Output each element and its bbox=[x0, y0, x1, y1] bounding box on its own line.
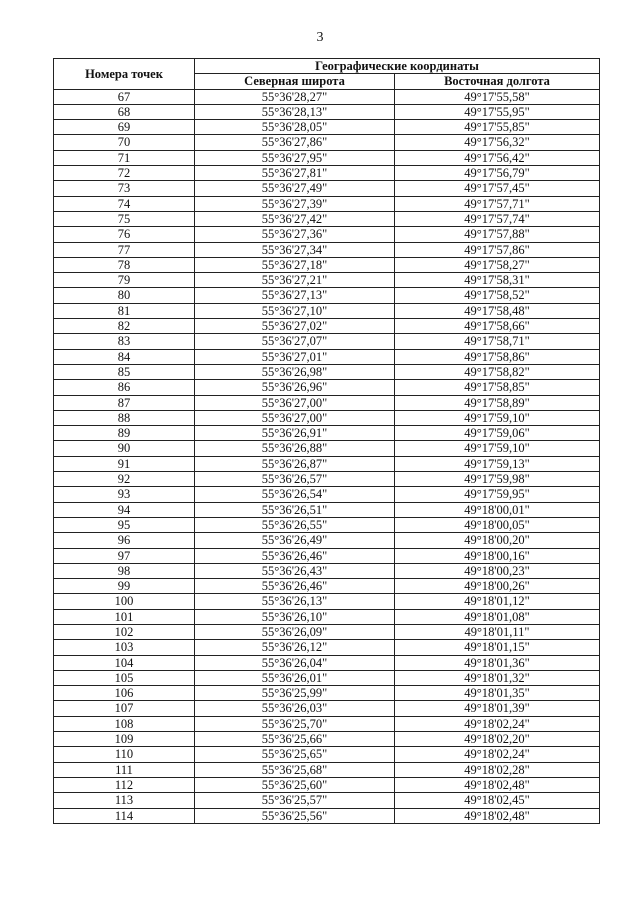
point-number-cell: 72 bbox=[54, 166, 195, 181]
longitude-cell: 49°17'58,82" bbox=[395, 364, 600, 379]
table-row bbox=[54, 288, 600, 303]
latitude-cell: 55°36'26,03" bbox=[195, 701, 395, 716]
longitude-cell: 49°17'58,86" bbox=[395, 349, 600, 364]
longitude-cell: 49°17'57,71" bbox=[395, 196, 600, 211]
table-row bbox=[54, 104, 600, 119]
longitude-cell: 49°18'02,28" bbox=[395, 762, 600, 777]
point-number-cell: 89 bbox=[54, 426, 195, 441]
latitude-cell: 55°36'26,49" bbox=[195, 533, 395, 548]
table-row bbox=[54, 135, 600, 150]
point-number-cell: 83 bbox=[54, 334, 195, 349]
longitude-cell: 49°18'01,35" bbox=[395, 686, 600, 701]
table-row bbox=[54, 273, 600, 288]
table-row bbox=[54, 456, 600, 471]
header-point-numbers: Номера точек bbox=[54, 59, 195, 90]
latitude-cell: 55°36'26,46" bbox=[195, 579, 395, 594]
table-row bbox=[54, 380, 600, 395]
longitude-cell: 49°17'55,58" bbox=[395, 89, 600, 104]
longitude-cell: 49°18'01,32" bbox=[395, 670, 600, 685]
longitude-cell: 49°18'00,01" bbox=[395, 502, 600, 517]
table-row bbox=[54, 517, 600, 532]
point-number-cell: 107 bbox=[54, 701, 195, 716]
table-row bbox=[54, 533, 600, 548]
latitude-cell: 55°36'27,81" bbox=[195, 166, 395, 181]
table-row bbox=[54, 502, 600, 517]
header-north-latitude: Северная широта bbox=[195, 74, 395, 89]
point-number-cell: 74 bbox=[54, 196, 195, 211]
latitude-cell: 55°36'28,13" bbox=[195, 104, 395, 119]
point-number-cell: 90 bbox=[54, 441, 195, 456]
latitude-cell: 55°36'26,87" bbox=[195, 456, 395, 471]
longitude-cell: 49°17'59,98" bbox=[395, 472, 600, 487]
table-row bbox=[54, 227, 600, 242]
point-number-cell: 78 bbox=[54, 257, 195, 272]
latitude-cell: 55°36'25,99" bbox=[195, 686, 395, 701]
longitude-cell: 49°17'57,74" bbox=[395, 211, 600, 226]
latitude-cell: 55°36'25,68" bbox=[195, 762, 395, 777]
longitude-cell: 49°17'55,95" bbox=[395, 104, 600, 119]
longitude-cell: 49°17'58,66" bbox=[395, 319, 600, 334]
latitude-cell: 55°36'25,56" bbox=[195, 808, 395, 823]
table-row bbox=[54, 640, 600, 655]
latitude-cell: 55°36'25,65" bbox=[195, 747, 395, 762]
longitude-cell: 49°17'58,85" bbox=[395, 380, 600, 395]
longitude-cell: 49°18'02,48" bbox=[395, 777, 600, 792]
latitude-cell: 55°36'28,27" bbox=[195, 89, 395, 104]
point-number-cell: 92 bbox=[54, 472, 195, 487]
point-number-cell: 73 bbox=[54, 181, 195, 196]
point-number-cell: 103 bbox=[54, 640, 195, 655]
table-row bbox=[54, 196, 600, 211]
point-number-cell: 112 bbox=[54, 777, 195, 792]
latitude-cell: 55°36'27,02" bbox=[195, 319, 395, 334]
longitude-cell: 49°17'56,42" bbox=[395, 150, 600, 165]
table-row bbox=[54, 242, 600, 257]
latitude-cell: 55°36'26,09" bbox=[195, 624, 395, 639]
point-number-cell: 67 bbox=[54, 89, 195, 104]
latitude-cell: 55°36'27,42" bbox=[195, 211, 395, 226]
longitude-cell: 49°17'59,10" bbox=[395, 410, 600, 425]
latitude-cell: 55°36'27,95" bbox=[195, 150, 395, 165]
point-number-cell: 111 bbox=[54, 762, 195, 777]
latitude-cell: 55°36'26,98" bbox=[195, 364, 395, 379]
latitude-cell: 55°36'26,01" bbox=[195, 670, 395, 685]
table-row bbox=[54, 472, 600, 487]
latitude-cell: 55°36'26,10" bbox=[195, 609, 395, 624]
longitude-cell: 49°18'01,08" bbox=[395, 609, 600, 624]
longitude-cell: 49°18'01,11" bbox=[395, 624, 600, 639]
latitude-cell: 55°36'26,57" bbox=[195, 472, 395, 487]
point-number-cell: 93 bbox=[54, 487, 195, 502]
longitude-cell: 49°18'02,24" bbox=[395, 716, 600, 731]
longitude-cell: 49°17'56,79" bbox=[395, 166, 600, 181]
longitude-cell: 49°17'58,89" bbox=[395, 395, 600, 410]
table-row bbox=[54, 487, 600, 502]
point-number-cell: 70 bbox=[54, 135, 195, 150]
point-number-cell: 110 bbox=[54, 747, 195, 762]
longitude-cell: 49°18'01,12" bbox=[395, 594, 600, 609]
latitude-cell: 55°36'26,55" bbox=[195, 517, 395, 532]
table-row bbox=[54, 426, 600, 441]
table-row bbox=[54, 793, 600, 808]
longitude-cell: 49°18'01,36" bbox=[395, 655, 600, 670]
table-row bbox=[54, 686, 600, 701]
longitude-cell: 49°17'58,71" bbox=[395, 334, 600, 349]
header-east-longitude: Восточная долгота bbox=[395, 74, 600, 89]
point-number-cell: 87 bbox=[54, 395, 195, 410]
longitude-cell: 49°18'02,45" bbox=[395, 793, 600, 808]
longitude-cell: 49°17'58,31" bbox=[395, 273, 600, 288]
table-row bbox=[54, 701, 600, 716]
latitude-cell: 55°36'27,10" bbox=[195, 303, 395, 318]
longitude-cell: 49°17'56,32" bbox=[395, 135, 600, 150]
point-number-cell: 98 bbox=[54, 563, 195, 578]
latitude-cell: 55°36'27,00" bbox=[195, 395, 395, 410]
table-row bbox=[54, 349, 600, 364]
longitude-cell: 49°17'58,27" bbox=[395, 257, 600, 272]
longitude-cell: 49°17'57,86" bbox=[395, 242, 600, 257]
table-row bbox=[54, 609, 600, 624]
point-number-cell: 82 bbox=[54, 319, 195, 334]
point-number-cell: 68 bbox=[54, 104, 195, 119]
table-row bbox=[54, 808, 600, 823]
table-row bbox=[54, 364, 600, 379]
point-number-cell: 81 bbox=[54, 303, 195, 318]
point-number-cell: 96 bbox=[54, 533, 195, 548]
table-row bbox=[54, 579, 600, 594]
page-number: 3 bbox=[316, 30, 324, 45]
longitude-cell: 49°18'00,05" bbox=[395, 517, 600, 532]
header-row-group bbox=[54, 59, 600, 74]
latitude-cell: 55°36'25,57" bbox=[195, 793, 395, 808]
latitude-cell: 55°36'26,46" bbox=[195, 548, 395, 563]
point-number-cell: 76 bbox=[54, 227, 195, 242]
point-number-cell: 75 bbox=[54, 211, 195, 226]
latitude-cell: 55°36'27,07" bbox=[195, 334, 395, 349]
point-number-cell: 84 bbox=[54, 349, 195, 364]
latitude-cell: 55°36'27,00" bbox=[195, 410, 395, 425]
point-number-cell: 88 bbox=[54, 410, 195, 425]
table-row bbox=[54, 211, 600, 226]
latitude-cell: 55°36'27,36" bbox=[195, 227, 395, 242]
table-row bbox=[54, 334, 600, 349]
table-row bbox=[54, 319, 600, 334]
longitude-cell: 49°17'58,52" bbox=[395, 288, 600, 303]
point-number-cell: 105 bbox=[54, 670, 195, 685]
point-number-cell: 101 bbox=[54, 609, 195, 624]
point-number-cell: 104 bbox=[54, 655, 195, 670]
point-number-cell: 102 bbox=[54, 624, 195, 639]
table-row bbox=[54, 441, 600, 456]
table-row bbox=[54, 747, 600, 762]
point-number-cell: 109 bbox=[54, 732, 195, 747]
latitude-cell: 55°36'26,04" bbox=[195, 655, 395, 670]
point-number-cell: 91 bbox=[54, 456, 195, 471]
table-row bbox=[54, 120, 600, 135]
latitude-cell: 55°36'27,21" bbox=[195, 273, 395, 288]
table-row bbox=[54, 89, 600, 104]
latitude-cell: 55°36'27,86" bbox=[195, 135, 395, 150]
latitude-cell: 55°36'26,51" bbox=[195, 502, 395, 517]
point-number-cell: 80 bbox=[54, 288, 195, 303]
table-row bbox=[54, 563, 600, 578]
longitude-cell: 49°18'00,26" bbox=[395, 579, 600, 594]
table-row bbox=[54, 395, 600, 410]
longitude-cell: 49°17'57,88" bbox=[395, 227, 600, 242]
latitude-cell: 55°36'26,13" bbox=[195, 594, 395, 609]
longitude-cell: 49°18'00,20" bbox=[395, 533, 600, 548]
header-geo-coordinates: Географические координаты bbox=[195, 59, 600, 74]
longitude-cell: 49°17'57,45" bbox=[395, 181, 600, 196]
table-row bbox=[54, 762, 600, 777]
point-number-cell: 95 bbox=[54, 517, 195, 532]
longitude-cell: 49°17'59,95" bbox=[395, 487, 600, 502]
longitude-cell: 49°18'01,39" bbox=[395, 701, 600, 716]
table-row bbox=[54, 548, 600, 563]
latitude-cell: 55°36'25,66" bbox=[195, 732, 395, 747]
longitude-cell: 49°18'01,15" bbox=[395, 640, 600, 655]
latitude-cell: 55°36'26,88" bbox=[195, 441, 395, 456]
point-number-cell: 100 bbox=[54, 594, 195, 609]
latitude-cell: 55°36'25,60" bbox=[195, 777, 395, 792]
latitude-cell: 55°36'26,91" bbox=[195, 426, 395, 441]
longitude-cell: 49°17'58,48" bbox=[395, 303, 600, 318]
latitude-cell: 55°36'27,34" bbox=[195, 242, 395, 257]
point-number-cell: 97 bbox=[54, 548, 195, 563]
table-row bbox=[54, 655, 600, 670]
point-number-cell: 99 bbox=[54, 579, 195, 594]
point-number-cell: 69 bbox=[54, 120, 195, 135]
point-number-cell: 71 bbox=[54, 150, 195, 165]
latitude-cell: 55°36'25,70" bbox=[195, 716, 395, 731]
longitude-cell: 49°17'55,85" bbox=[395, 120, 600, 135]
longitude-cell: 49°18'02,24" bbox=[395, 747, 600, 762]
table-row bbox=[54, 716, 600, 731]
point-number-cell: 106 bbox=[54, 686, 195, 701]
table-row bbox=[54, 777, 600, 792]
table-row bbox=[54, 732, 600, 747]
latitude-cell: 55°36'26,12" bbox=[195, 640, 395, 655]
table-row bbox=[54, 594, 600, 609]
longitude-cell: 49°17'59,06" bbox=[395, 426, 600, 441]
longitude-cell: 49°18'00,23" bbox=[395, 563, 600, 578]
point-number-cell: 113 bbox=[54, 793, 195, 808]
longitude-cell: 49°17'59,10" bbox=[395, 441, 600, 456]
point-number-cell: 114 bbox=[54, 808, 195, 823]
latitude-cell: 55°36'27,49" bbox=[195, 181, 395, 196]
table-row bbox=[54, 166, 600, 181]
table-row bbox=[54, 181, 600, 196]
latitude-cell: 55°36'27,39" bbox=[195, 196, 395, 211]
longitude-cell: 49°18'02,20" bbox=[395, 732, 600, 747]
table-row bbox=[54, 410, 600, 425]
table-row bbox=[54, 257, 600, 272]
table-row bbox=[54, 150, 600, 165]
latitude-cell: 55°36'27,18" bbox=[195, 257, 395, 272]
point-number-cell: 108 bbox=[54, 716, 195, 731]
latitude-cell: 55°36'26,43" bbox=[195, 563, 395, 578]
table-row bbox=[54, 670, 600, 685]
point-number-cell: 77 bbox=[54, 242, 195, 257]
latitude-cell: 55°36'26,54" bbox=[195, 487, 395, 502]
point-number-cell: 86 bbox=[54, 380, 195, 395]
point-number-cell: 94 bbox=[54, 502, 195, 517]
latitude-cell: 55°36'28,05" bbox=[195, 120, 395, 135]
latitude-cell: 55°36'26,96" bbox=[195, 380, 395, 395]
coordinates-table bbox=[53, 58, 600, 824]
longitude-cell: 49°18'00,16" bbox=[395, 548, 600, 563]
point-number-cell: 85 bbox=[54, 364, 195, 379]
table-row bbox=[54, 624, 600, 639]
latitude-cell: 55°36'27,13" bbox=[195, 288, 395, 303]
point-number-cell: 79 bbox=[54, 273, 195, 288]
longitude-cell: 49°17'59,13" bbox=[395, 456, 600, 471]
latitude-cell: 55°36'27,01" bbox=[195, 349, 395, 364]
longitude-cell: 49°18'02,48" bbox=[395, 808, 600, 823]
table-row bbox=[54, 303, 600, 318]
